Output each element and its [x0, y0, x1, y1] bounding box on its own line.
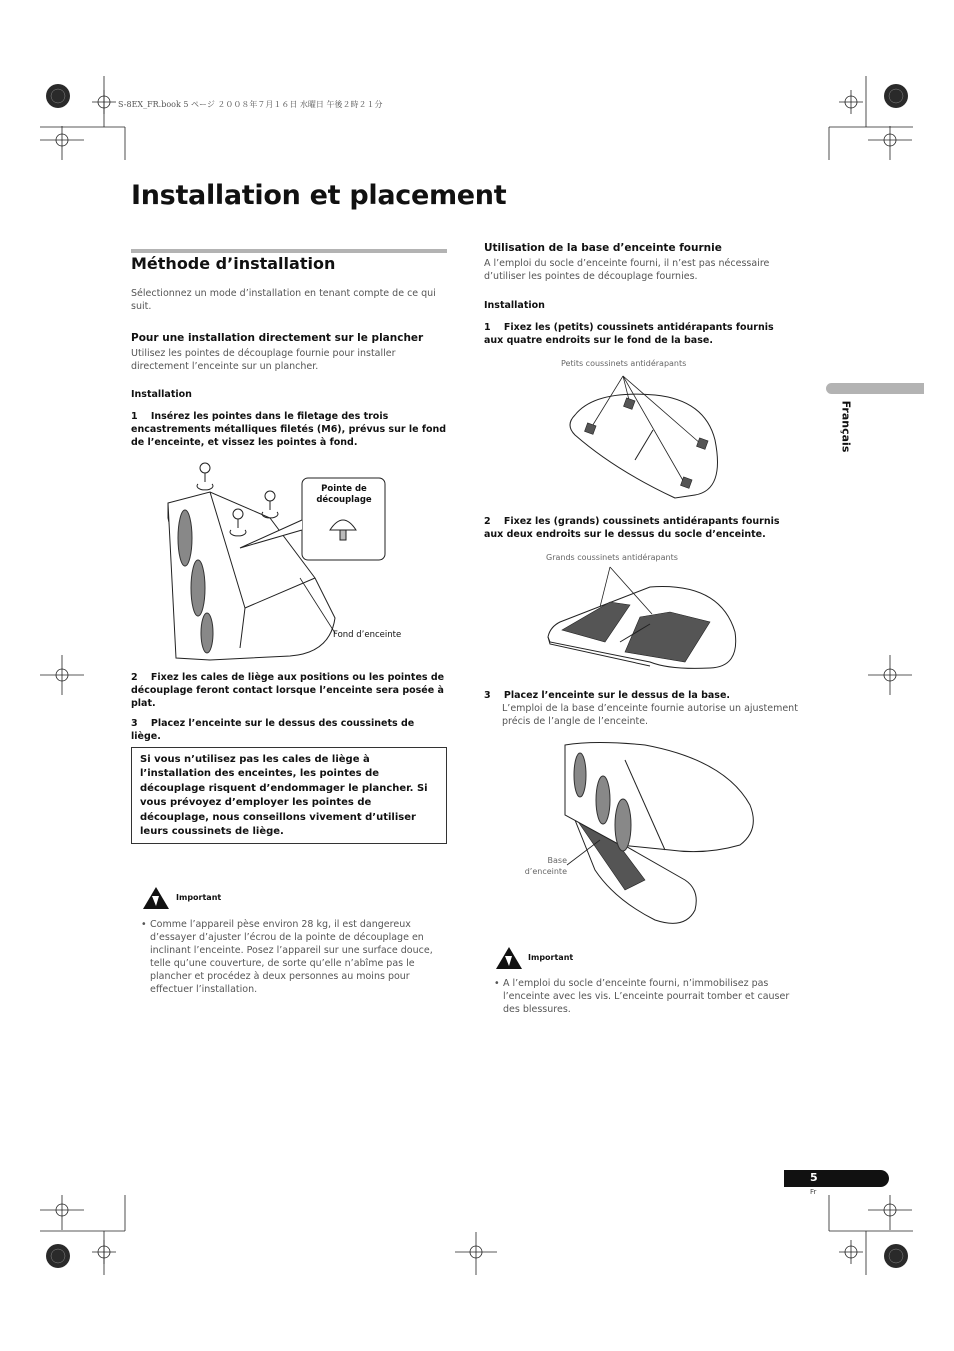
callout-spike-label: Pointe de découplage — [316, 484, 372, 505]
step-text: Placez l’enceinte sur le dessus des coussinets de liège. — [131, 718, 415, 742]
page-number-tab — [784, 1170, 889, 1187]
base-top-illustration — [540, 562, 745, 677]
page-language: Fr — [810, 1188, 817, 1196]
step-text: Fixez les (grands) coussinets antidérapants fournis aux deux endroits sur le dessus du socle d’enceinte. — [484, 516, 780, 540]
speaker-on-base-illustration — [555, 740, 785, 930]
base-step-3-desc: L’emploi de la base d’enceinte fournie autorise un ajustement précis de l’angle de l’enceinte. — [502, 703, 798, 727]
important-note: • Comme l’appareil pèse environ 28 kg, il est dangereux d’essayer d’ajuster l’écrou de la pointe de découplage en inclinant l’enceinte. Posez l’appareil sur une surface douce, telle qu’une couverture, de sorte qu’elle n’abîme pas le plancher et procédez à deux personnes au moins pour effectuer l’installation. — [141, 918, 441, 996]
intro-text: Sélectionnez un mode d’installation en tenant compte de ce qui suit. — [131, 288, 436, 312]
step-text: Fixez les (petits) coussinets antidérapants fournis aux quatre endroits sur le fond de la base. — [484, 322, 774, 346]
base-step-2 — [484, 515, 794, 541]
page-number: 5 — [810, 1171, 818, 1184]
step-number: 1 — [484, 322, 491, 333]
important-note: • A l’emploi du socle d’enceinte fourni, n’immobilisez pas l’enceinte avec les vis. L’enceinte pourrait tomber et causer des blessures. — [494, 977, 794, 1016]
callout-bottom-label: Fond d’enceinte — [333, 630, 402, 640]
page-title: Installation et placement — [131, 180, 507, 211]
important-note-text: Comme l’appareil pèse environ 28 kg, il est dangereux d’essayer d’ajuster l’écrou de la pointe de découplage en inclinant l’enceinte. Posez l’appareil sur une surface douce, telle qu’une couverture, de sorte qu’elle n’abîme pas le plancher et procédez à deux personnes au moins pour effectuer l’installation. — [150, 919, 433, 995]
floor-heading: Pour une installation directement sur le plancher — [131, 332, 424, 344]
base-heading: Utilisation de la base d’enceinte fournie — [484, 242, 722, 254]
important-icon — [495, 946, 523, 970]
floor-step-2 — [131, 671, 447, 710]
warning-box — [131, 747, 447, 844]
large-pads-caption: Grands coussinets antidérapants — [546, 553, 678, 562]
important-icon — [142, 886, 170, 910]
print-header: S-8EX_FR.book 5 ページ ２００８年７月１６日 水曜日 午後２時２１分 — [118, 100, 383, 109]
step-number: 2 — [484, 516, 491, 527]
floor-install-label: Installation — [131, 389, 192, 400]
important-label: Important — [528, 953, 574, 962]
step-text: Insérez les pointes dans le filetage des trois encastrements métalliques filetés (M6), prévus sur le fond de l’enceinte, et vissez les pointes à fond. — [131, 411, 447, 448]
section-bar — [131, 249, 447, 253]
base-install-label: Installation — [484, 300, 545, 311]
warning-text: Si vous n’utilisez pas les cales de liège à l’installation des enceintes, les pointes de découplage risquent d’endommager le plancher. Si vous prévoyez d’employer les pointes de découplage, nous conseillons vivement d’utiliser leurs coussinets de liège. — [140, 754, 428, 838]
floor-step-1 — [131, 410, 447, 449]
floor-desc: Utilisez les pointes de découplage fournie pour installer directement l’enceinte sur un plancher. — [131, 348, 396, 372]
base-desc: A l’emploi du socle d’enceinte fourni, il n’est pas nécessaire d’utiliser les pointes de découplage fournies. — [484, 258, 770, 282]
section-title: Méthode d’installation — [131, 254, 336, 273]
step-number: 1 — [131, 411, 138, 422]
base-caption: Base d’enceinte — [524, 856, 567, 876]
step-number: 3 — [484, 690, 491, 701]
floor-step-3 — [131, 717, 447, 743]
small-pads-caption: Petits coussinets antidérapants — [561, 359, 687, 368]
important-label: Important — [176, 893, 222, 902]
step-number: 3 — [131, 718, 138, 729]
base-step-1 — [484, 321, 794, 347]
base-step-3 — [484, 689, 794, 702]
important-note-text: A l’emploi du socle d’enceinte fourni, n’immobilisez pas l’enceinte avec les vis. L’enceinte pourrait tomber et causer des blessures. — [503, 978, 790, 1015]
language-tab-label: Français — [839, 400, 853, 453]
base-bottom-illustration — [555, 370, 735, 505]
step-text: Fixez les cales de liège aux positions ou les pointes de découplage feront contact lorsque l’enceinte sera posée à plat. — [131, 672, 445, 709]
speaker-spikes-illustration — [150, 458, 450, 668]
step-number: 2 — [131, 672, 138, 683]
step-text: Placez l’enceinte sur le dessus de la base. — [503, 690, 730, 701]
